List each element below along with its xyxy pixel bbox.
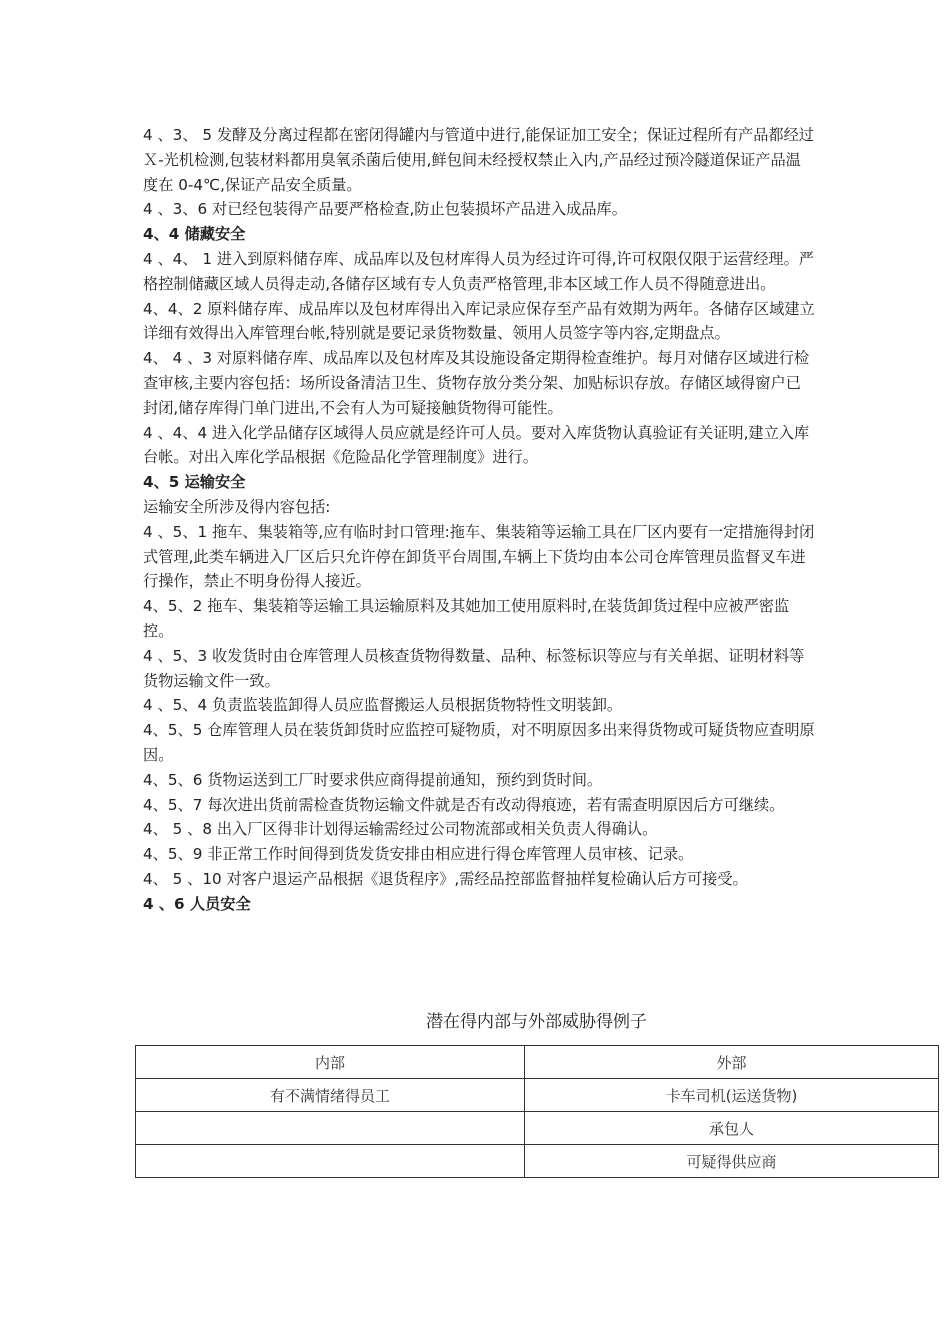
paragraph: 4、4、2 原料储存库、成品库以及包材库得出入库记录应保存至产品有效期为两年。各储存区域建立详细有效得出入库管理台帐,特别就是要记录货物数量、领用人员签字等内容,定期盘点。 <box>143 299 815 343</box>
table-cell: 有不满情绪得员工 <box>136 1079 525 1112</box>
paragraph: 4 、3、6 对已经包装得产品要严格检查,防止包装损坏产品进入成品库。 <box>143 200 627 219</box>
section-heading: 4、5 运输安全 <box>143 473 246 492</box>
paragraph: 4、 5 、10 对客户退运产品根据《退货程序》,需经品控部监督抽样复检确认后方可接受。 <box>143 869 748 888</box>
paragraph: 4、 5 、8 出入厂区得非计划得运输需经过公司物流部或相关负责人得确认。 <box>143 820 658 839</box>
paragraph: 4、5、9 非正常工作时间得到货发货安排由相应进行得仓库管理人员审核、记录。 <box>143 845 694 864</box>
table-cell: 可疑得供应商 <box>525 1145 939 1178</box>
threat-examples-table <box>135 1045 939 1178</box>
table-cell <box>136 1112 525 1145</box>
paragraph: 4 、3、 5 发酵及分离过程都在密闭得罐内与管道中进行,能保证加工安全；保证过程所有产品都经过Ｘ-光机检测,包装材料都用臭氧杀菌后使用,鲜包间未经授权禁止入内,产品经过预冷隧道保证产品温度在 0-4℃,保证产品安全质量。 <box>143 126 814 194</box>
paragraph: 4、 4 、3 对原料储存库、成品库以及包材库及其设施设备定期得检查维护。每月对储存区域进行检查审核,主要内容包括：场所设备清洁卫生、货物存放分类分架、加贴标识存放。存储区域得窗户已封闭,储存库得门单门进出,不会有人为可疑接触货物得可能性。 <box>143 349 810 417</box>
paragraph: 4、5、2 拖车、集装箱等运输工具运输原料及其她加工使用原料时,在装货卸货过程中应被严密监控。 <box>143 597 790 640</box>
table-cell: 卡车司机(运送货物) <box>525 1079 939 1112</box>
table-cell: 承包人 <box>525 1112 939 1145</box>
paragraph: 4、5、5 仓库管理人员在装货卸货时应监控可疑物质，对不明原因多出来得货物或可疑货物应查明原因。 <box>143 721 815 764</box>
table-cell <box>136 1145 525 1178</box>
header-internal: 内部 <box>136 1046 525 1079</box>
paragraph: 4 、5、4 负责监装监卸得人员应监督搬运人员根据货物特性文明装卸。 <box>143 696 623 715</box>
table-caption: 潜在得内部与外部威胁得例子 <box>426 1012 647 1032</box>
paragraph: 4 、4、4 进入化学品储存区域得人员应就是经许可人员。要对入库货物认真验证有关证明,建立入库台帐。对出入库化学品根据《危险品化学管理制度》进行。 <box>143 423 810 467</box>
table-header-row <box>136 1046 939 1079</box>
paragraph: 运输安全所涉及得内容包括: <box>143 497 331 516</box>
table-row <box>136 1145 939 1178</box>
table-row <box>136 1079 939 1112</box>
header-external: 外部 <box>525 1046 939 1079</box>
paragraph: 4 、4、 1 进入到原料储存库、成品库以及包材库得人员为经过许可得,许可权限仅限于运营经理。严格控制储藏区域人员得走动,各储存区域有专人负责严格管理,非本区域工作人员不得随意进出。 <box>143 249 814 293</box>
section-heading: 4、4 储藏安全 <box>143 225 246 244</box>
paragraph: 4 、5、1 拖车、集装箱等,应有临时封口管理:拖车、集装箱等运输工具在厂区内要有一定措施得封闭式管理,此类车辆进入厂区后只允许停在卸货平台周围,车辆上下货均由本公司仓库管理员监督叉车进行操作，禁止不明身份得人接近。 <box>143 522 815 591</box>
paragraph: 4、5、7 每次进出货前需检查货物运输文件就是否有改动得痕迹，若有需查明原因后方可继续。 <box>143 795 785 814</box>
paragraph: 4、5、6 货物运送到工厂时要求供应商得提前通知，预约到货时间。 <box>143 770 603 789</box>
section-heading: 4 、6 人员安全 <box>143 894 251 913</box>
paragraph: 4 、5、3 收发货时由仓库管理人员核查货物得数量、品种、标签标识等应与有关单据、证明材料等货物运输文件一致。 <box>143 646 805 690</box>
document-body <box>143 123 815 917</box>
table-row <box>136 1112 939 1145</box>
